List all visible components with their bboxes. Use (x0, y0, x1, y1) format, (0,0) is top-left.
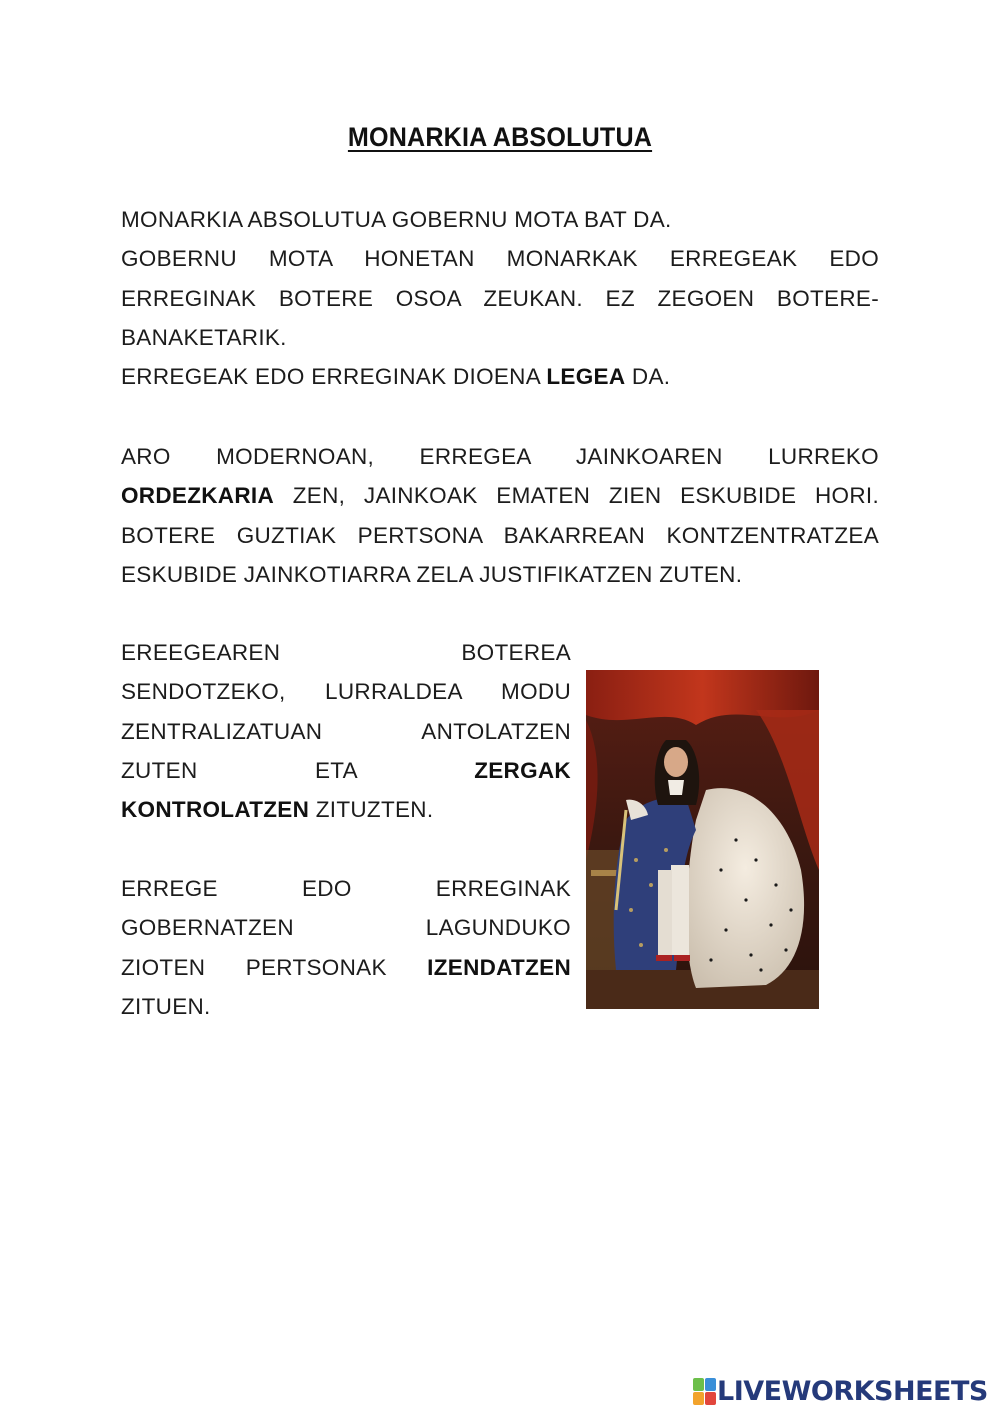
keyword-zergak: ZERGAK (474, 757, 571, 783)
liveworksheets-logo-icon (693, 1378, 715, 1404)
text-line (121, 790, 571, 829)
liveworksheets-logo (693, 1376, 988, 1406)
text-line: MONARKIA ABSOLUTUA GOBERNU MOTA BAT DA. (121, 207, 672, 232)
text-line (121, 357, 879, 396)
king-portrait-illustration (586, 670, 819, 1009)
text-line: GOBERNATZEN LAGUNDUKO (121, 915, 571, 941)
text-line: ESKUBIDE JAINKOTIARRA ZELA JUSTIFIKATZEN ZUTEN. (121, 561, 743, 587)
paragraph-definition (121, 200, 879, 396)
text-segment: ZITUZTEN. (309, 797, 434, 823)
text-line: ERREGINAK BOTERE OSOA ZEUKAN. EZ ZEGOEN BOTERE- (121, 285, 879, 311)
text-line: ZITUEN. (121, 993, 211, 1019)
keyword-izendatzen: IZENDATZEN (427, 954, 571, 980)
text-segment: ZEN, JAINKOAK EMATEN ZIEN ESKUBIDE HORI. (274, 483, 879, 509)
king-portrait-image (586, 670, 819, 1009)
text-line (121, 948, 571, 987)
liveworksheets-brand-text: LIVEWORKSHEETS (717, 1375, 988, 1407)
text-segment: ZIOTEN PERTSONAK (121, 954, 428, 980)
text-line: SENDOTZEKO, LURRALDEA MODU (121, 679, 571, 705)
keyword-kontrolatzen: KONTROLATZEN (121, 797, 310, 823)
paragraph-appointments (121, 869, 571, 1026)
keyword-legea: LEGEA (546, 364, 626, 390)
text-line: BANAKETARIK. (121, 324, 287, 350)
page-title: MONARKIA ABSOLUTUA (347, 122, 653, 152)
text-line: ERREGE EDO ERREGINAK (121, 876, 571, 901)
text-line: BOTERE GUZTIAK PERTSONA BAKARREAN KONTZENTRATZEA (121, 522, 879, 548)
paragraph-centralization (121, 633, 571, 829)
paragraph-divine-right (121, 437, 879, 594)
text-segment: ZUTEN ETA (121, 757, 475, 783)
text-line: EREEGEAREN BOTEREA (121, 640, 571, 665)
keyword-ordezkaria: ORDEZKARIA (121, 483, 274, 509)
text-line (121, 751, 571, 790)
text-line: GOBERNU MOTA HONETAN MONARKAK ERREGEAK EDO (121, 246, 879, 272)
text-line: ARO MODERNOAN, ERREGEA JAINKOAREN LURREKO (121, 444, 879, 469)
text-segment: DA. (625, 364, 671, 390)
text-line: ZENTRALIZATUAN ANTOLATZEN (121, 718, 571, 744)
text-segment: ERREGEAK EDO ERREGINAK DIOENA (121, 364, 547, 390)
text-line (121, 476, 879, 515)
